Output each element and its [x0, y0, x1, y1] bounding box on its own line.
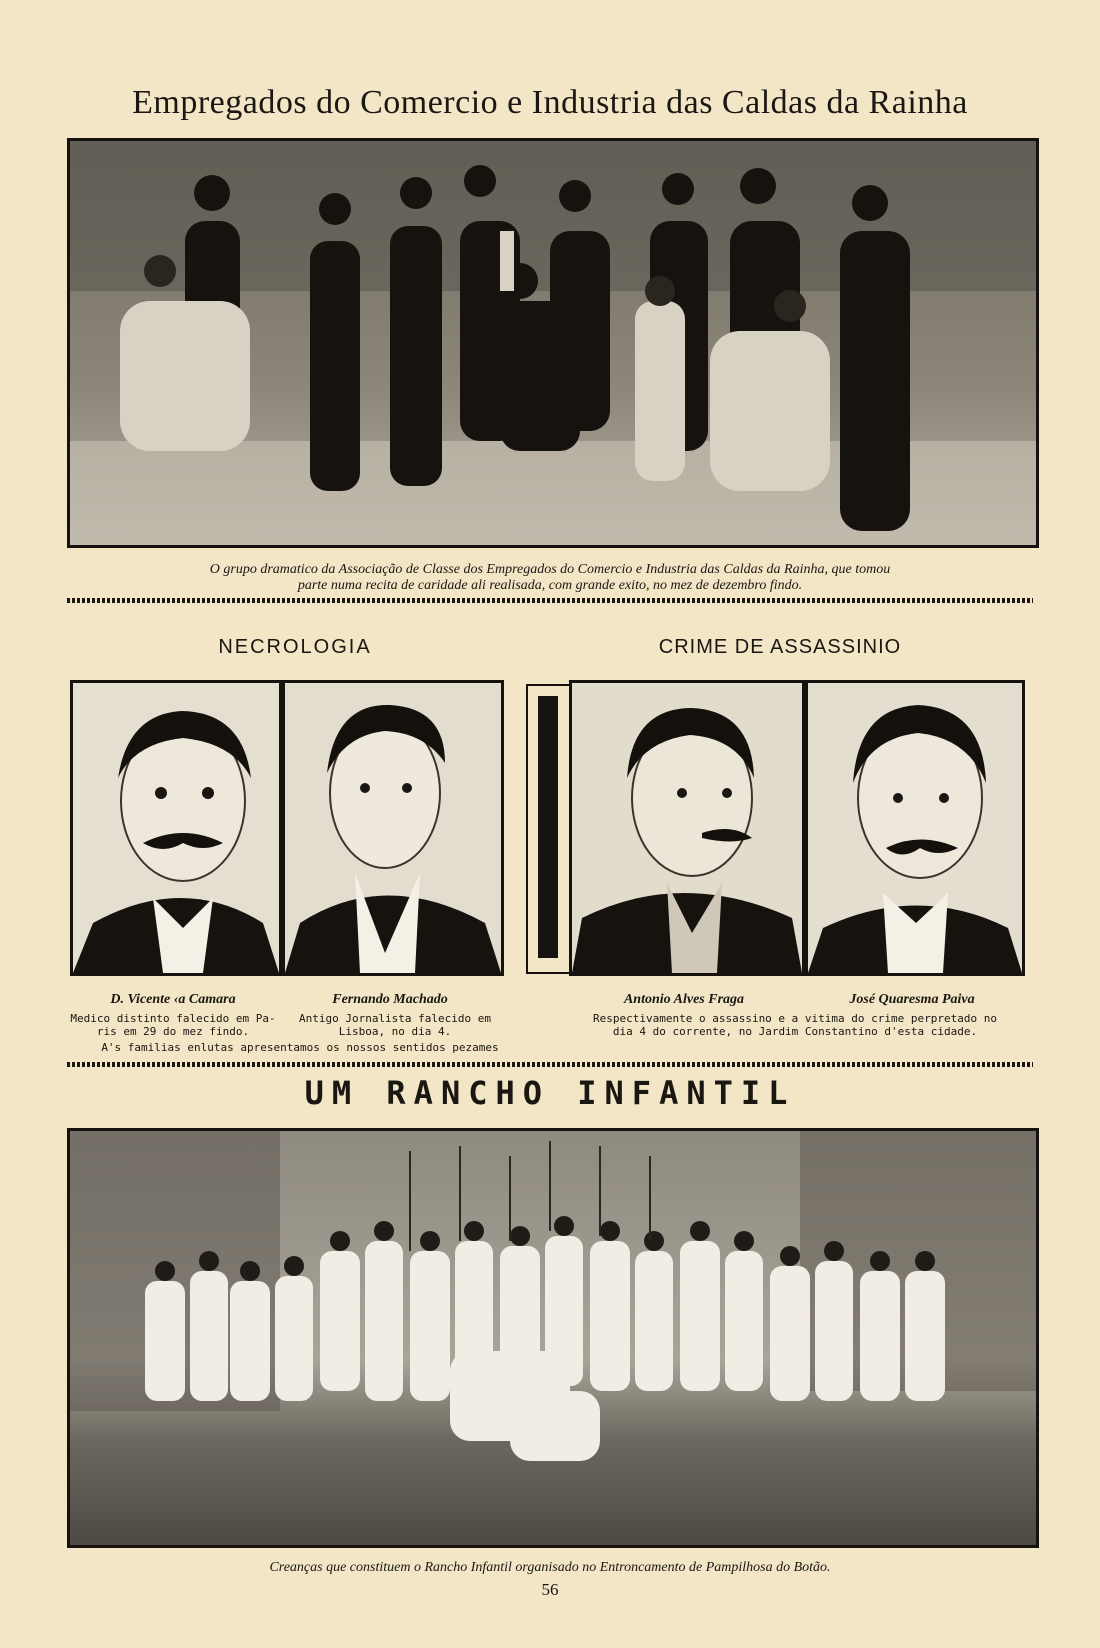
- rancho-photo-image: [70, 1131, 1036, 1545]
- portrait-name-jose: José Quaresma Paiva: [849, 992, 975, 1007]
- rancho-title: UM RANCHO INFANTIL: [304, 1074, 796, 1112]
- section-title-crime: CRIME DE ASSASSINIO: [658, 636, 902, 658]
- portrait-fernando-machado-image: [285, 683, 501, 973]
- necrologia-condolences: A's familias enlutas apresentamos os nossos sentidos pezames: [101, 1041, 499, 1054]
- portrait-name-vicente: D. Vicente ‹a Camara: [110, 992, 236, 1007]
- divider-1: [67, 598, 1033, 603]
- page-number: 56: [541, 1580, 559, 1599]
- description-fernando-line2: Lisboa, no dia 4.: [338, 1025, 452, 1038]
- portrait-fernando-machado: [282, 680, 504, 976]
- description-fernando-line1: Antigo Jornalista falecido em: [298, 1012, 492, 1025]
- group-photo: [67, 138, 1039, 548]
- portrait-antonio-fraga: [569, 680, 805, 976]
- description-fernando: [290, 1012, 500, 1038]
- group-photo-image: [70, 141, 1036, 545]
- rancho-photo: [67, 1128, 1039, 1548]
- crime-description: [570, 1012, 1020, 1038]
- crime-description-line1: Respectivamente o assassino e a vitima do crime perpretado no: [593, 1012, 997, 1025]
- divider-2: [67, 1062, 1033, 1067]
- description-vicente-line2: ris em 29 do mez findo.: [96, 1025, 250, 1038]
- group-photo-caption-line1: O grupo dramatico da Associação de Classe dos Empregados do Comercio e Industria das Caldas da Rainha, que tomou: [209, 562, 891, 577]
- description-vicente: [70, 1012, 276, 1038]
- portrait-vicente-camara-image: [73, 683, 279, 973]
- portrait-jose-paiva-image: [808, 683, 1022, 973]
- section-title-necrologia: NECROLOGIA: [218, 636, 372, 658]
- portrait-name-fernando: Fernando Machado: [332, 992, 448, 1007]
- group-photo-caption: [60, 562, 1040, 594]
- portrait-antonio-fraga-image: [572, 683, 802, 973]
- group-photo-caption-line2: parte numa recita de caridade ali realisada, com grande exito, no mez de dezembro findo.: [297, 578, 803, 593]
- crime-description-line2: dia 4 do corrente, no Jardim Constantino d'esta cidade.: [612, 1025, 978, 1038]
- portrait-name-antonio: Antonio Alves Fraga: [623, 992, 745, 1007]
- description-vicente-line1: Medico distinto falecido em Pa-: [70, 1012, 276, 1025]
- ornamental-separator: [526, 684, 574, 974]
- rancho-caption: Creanças que constituem o Rancho Infantil organisado no Entroncamento de Pampilhosa do Botão.: [269, 1560, 831, 1575]
- portrait-vicente-camara: [70, 680, 282, 976]
- page-headline: Empregados do Comercio e Industria das Caldas da Rainha: [132, 84, 968, 121]
- portrait-jose-paiva: [805, 680, 1025, 976]
